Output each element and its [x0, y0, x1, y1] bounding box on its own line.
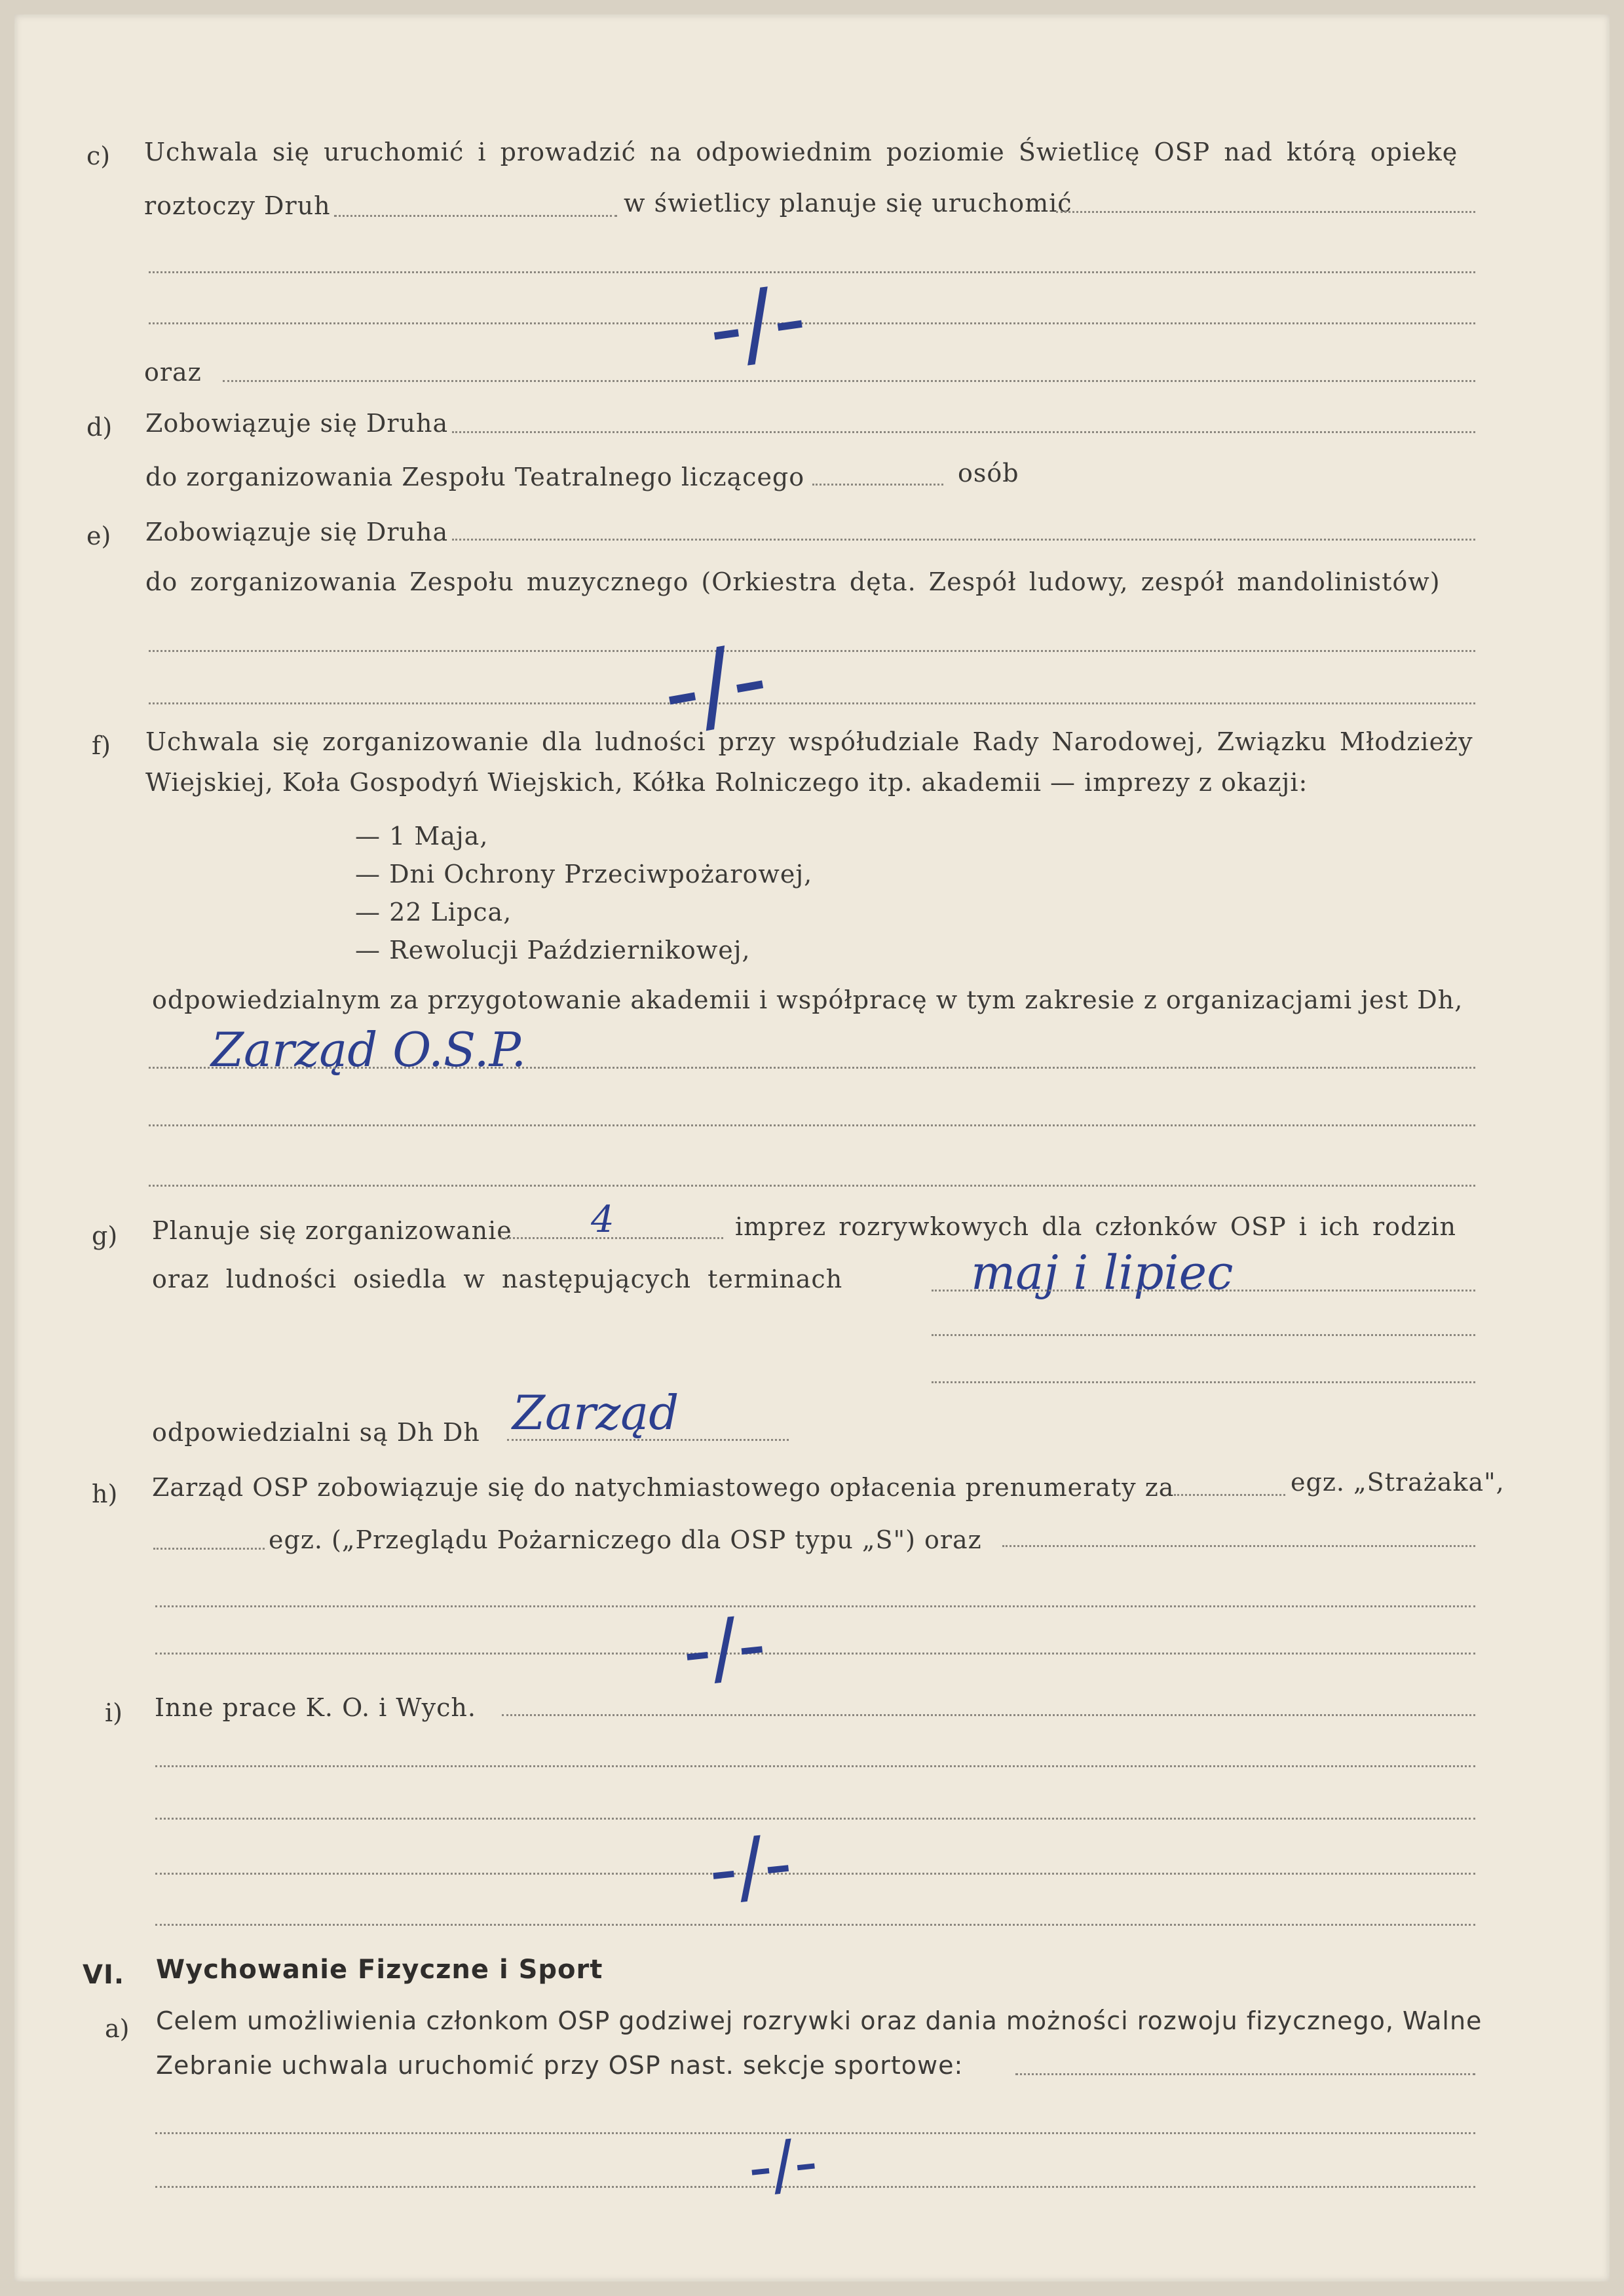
f-line2: Wiejskiej, Koła Gospodyń Wiejskich, Kółka Rolniczego itp. akademii — imprezy z okazji: [145, 768, 1308, 797]
item-label-e: e) [86, 522, 111, 550]
d-druh-field[interactable] [452, 431, 1475, 433]
vi-a-line1: Celem umożliwienia członkom OSP godziwej rozrywki oraz dania możności rozwoju fizycznego, Walne [156, 2006, 1482, 2035]
c-line2-b: w świetlicy planuje się uruchomić [624, 189, 1072, 218]
form-page [14, 14, 1610, 2282]
item-label-vi-a: a) [105, 2014, 130, 2043]
dash-mark-i: -/- [704, 1817, 797, 1917]
g-line1-a: Planuje się zorganizowanie [152, 1216, 512, 1245]
c-blank-line-2[interactable] [149, 322, 1475, 324]
h-przeglad-count-field[interactable] [153, 1548, 265, 1550]
g-line1-b: imprez rozrywkowych dla członków OSP i ich rodzin [735, 1212, 1456, 1241]
d-count-field[interactable] [812, 484, 943, 486]
vi-a-sections-field[interactable] [1015, 2073, 1475, 2075]
i-blank-line-3[interactable] [155, 1873, 1475, 1875]
g-terms-line-1[interactable] [932, 1290, 1475, 1292]
item-label-c: c) [86, 142, 111, 170]
g-line2: oraz ludności osiedla w następujących terminach [152, 1265, 843, 1293]
i-line1: Inne prace K. O. i Wych. [155, 1693, 476, 1722]
f-answer-line-2[interactable] [149, 1124, 1475, 1126]
f-item-2: — Dni Ochrony Przeciwpożarowej, [355, 860, 813, 889]
e-druh-field[interactable] [452, 539, 1475, 541]
f-responsible: odpowiedzialnym za przygotowanie akademii i współpracę w tym zakresie z organizacjami jest Dh, [152, 985, 1463, 1014]
c-oraz: oraz [144, 358, 202, 387]
item-label-f: f) [92, 731, 111, 760]
item-label-g: g) [92, 1221, 118, 1250]
e-line1: Zobowiązuje się Druha [145, 518, 449, 546]
f-answer-line-1[interactable] [149, 1067, 1475, 1069]
section-number-vi: VI. [83, 1960, 125, 1990]
d-line2-b: osób [958, 459, 1019, 488]
g-terms-line-3[interactable] [932, 1381, 1475, 1383]
g-count-handwritten: 4 [591, 1198, 614, 1241]
h-line1-b: egz. „Strażaka", [1291, 1468, 1505, 1497]
e-blank-line-1[interactable] [149, 650, 1475, 652]
g-terms-handwritten: maj i lipiec [971, 1245, 1234, 1300]
i-blank-line-2[interactable] [155, 1818, 1475, 1820]
h-oraz-field[interactable] [1002, 1545, 1475, 1547]
h-strazak-count-field[interactable] [1174, 1494, 1285, 1496]
h-blank-line-2[interactable] [155, 1653, 1475, 1655]
i-blank-line-4[interactable] [155, 1924, 1475, 1926]
h-line1-a: Zarząd OSP zobowiązuje się do natychmiastowego opłacenia prenumeraty za [152, 1473, 1175, 1502]
c-line2-a: roztoczy Druh [144, 191, 331, 220]
f-item-4: — Rewolucji Październikowej, [355, 936, 751, 965]
item-label-d: d) [86, 413, 113, 442]
d-line2-a: do zorganizowania Zespołu Teatralnego liczącego [145, 463, 805, 491]
dash-mark-c: -/- [702, 264, 813, 384]
i-blank-line-1[interactable] [155, 1765, 1475, 1767]
vi-a-line2: Zebranie uchwala uruchomić przy OSP nast. sekcje sportowe: [156, 2051, 964, 2080]
item-label-h: h) [92, 1480, 118, 1508]
c-swietlica-field[interactable] [1056, 211, 1475, 213]
dash-mark-vi: -/- [744, 2122, 821, 2207]
c-blank-line-1[interactable] [149, 271, 1475, 273]
item-label-i: i) [105, 1698, 123, 1727]
d-line1: Zobowiązuje się Druha [145, 409, 449, 438]
e-line2: do zorganizowania Zespołu muzycznego (Orkiestra dęta. Zespół ludowy, zespół mandolinistów) [145, 567, 1441, 596]
g-responsible: odpowiedzialni są Dh Dh [152, 1418, 480, 1447]
f-item-1: — 1 Maja, [355, 822, 489, 851]
h-blank-line-1[interactable] [155, 1605, 1475, 1607]
section-title-vi: Wychowanie Fizyczne i Sport [156, 1955, 603, 1985]
g-terms-line-2[interactable] [932, 1334, 1475, 1336]
c-line1: Uchwala się uruchomić i prowadzić na odpowiednim poziomie Świetlicę OSP nad którą opiekę [144, 138, 1458, 166]
i-field[interactable] [502, 1714, 1475, 1716]
g-responsible-handwritten: Zarząd [512, 1385, 679, 1440]
c-oraz-field[interactable] [223, 380, 1475, 382]
dash-mark-e: -/- [654, 621, 776, 752]
f-handwritten-answer: Zarząd O.S.P. [211, 1022, 527, 1077]
dash-mark-h: -/- [678, 1598, 770, 1698]
e-blank-line-2[interactable] [149, 702, 1475, 704]
h-line2: egz. („Przeglądu Pożarniczego dla OSP typu „S") oraz [269, 1525, 982, 1554]
f-line1: Uchwala się zorganizowanie dla ludności przy współudziale Rady Narodowej, Związku Młodzieży [145, 727, 1473, 756]
vi-a-blank-line-1[interactable] [155, 2132, 1475, 2134]
f-item-3: — 22 Lipca, [355, 898, 512, 927]
g-responsible-field[interactable] [507, 1439, 789, 1441]
f-answer-line-3[interactable] [149, 1185, 1475, 1187]
c-druh-field[interactable] [334, 215, 617, 217]
